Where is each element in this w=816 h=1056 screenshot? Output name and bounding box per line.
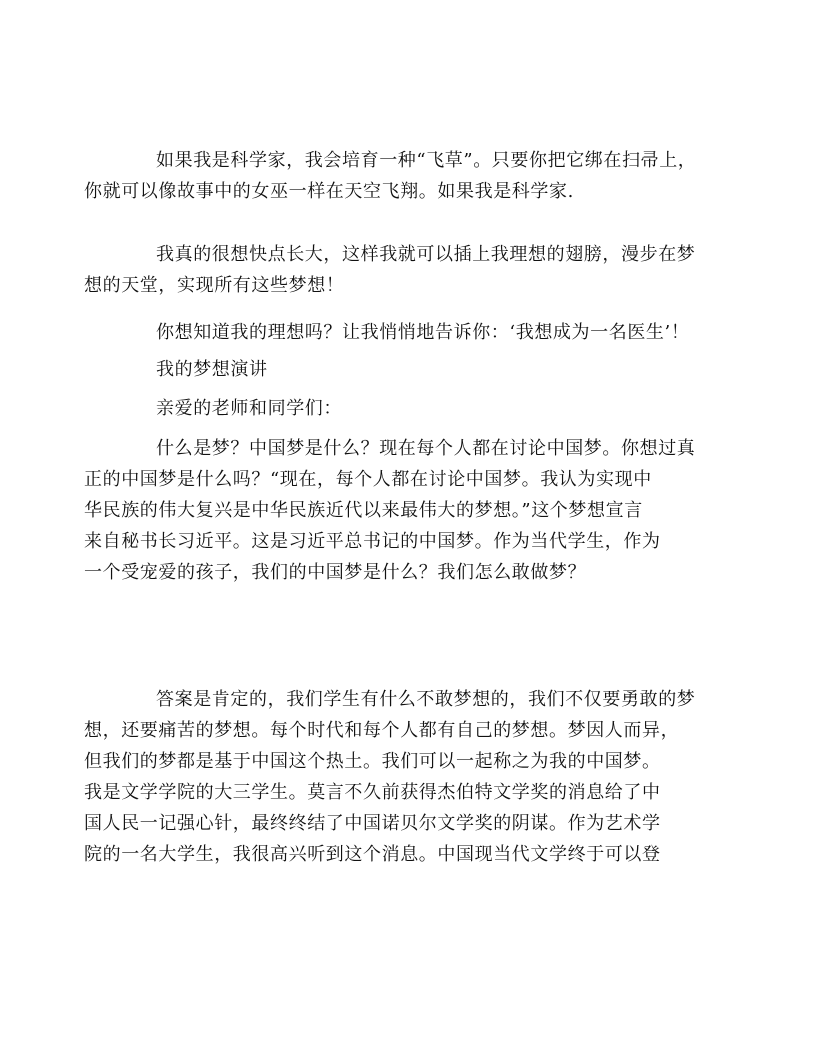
text-line: 我真的很想快点长大，这样我就可以插上我理想的翅膀，漫步在梦 xyxy=(156,244,696,265)
text-line: 你就可以像故事中的女巫一样在天空飞翔。如果我是科学家. xyxy=(84,181,574,202)
text-line: 但我们的梦都是基于中国这个热土。我们可以一起称之为我的中国梦。 xyxy=(84,751,661,772)
text-line: 一个受宠爱的孩子，我们的中国梦是什么？我们怎么敢做梦？ xyxy=(84,562,587,583)
text-line: 来自秘书长习近平。这是习近平总书记的中国梦。作为当代学生，作为 xyxy=(84,531,661,552)
paragraph-grow-up xyxy=(84,239,696,301)
text-line: 院的一名大学生，我很高兴听到这个消息。中国现当代文学终于可以登 xyxy=(84,844,661,865)
text-line: 正的中国梦是什么吗？“现在，每个人都在讨论中国梦。我认为实现中 xyxy=(84,469,652,490)
text-line: 华民族的伟大复兴是中华民族近代以来最伟大的梦想。”这个梦想宣言 xyxy=(84,500,643,521)
text-line: 答案是肯定的，我们学生有什么不敢梦想的，我们不仅要勇敢的梦 xyxy=(156,689,696,710)
text-line: 你想知道我的理想吗？让我悄悄地告诉你：‘我想成为一名医生’！ xyxy=(156,322,690,343)
text-line: 亲爱的老师和同学们： xyxy=(156,398,342,419)
text-line: 什么是梦？中国梦是什么？现在每个人都在讨论中国梦。你想过真 xyxy=(156,438,696,459)
text-line: 想的天堂，实现所有这些梦想！ xyxy=(84,275,345,296)
paragraph-answer xyxy=(84,684,696,870)
text-line: 想，还要痛苦的梦想。每个时代和每个人都有自己的梦想。梦因人而异， xyxy=(84,720,680,741)
salutation xyxy=(120,393,696,424)
text-line: 我的梦想演讲 xyxy=(156,359,268,380)
text-line: 如果我是科学家，我会培育一种“飞草”。只要你把它绑在扫帚上， xyxy=(156,150,697,171)
paragraph-doctor xyxy=(120,317,696,348)
speech-title xyxy=(120,354,696,385)
text-line: 我是文学学院的大三学生。莫言不久前获得杰伯特文学奖的消息给了中 xyxy=(84,782,661,803)
text-line: 国人民一记强心针，最终终结了中国诺贝尔文学奖的阴谋。作为艺术学 xyxy=(84,813,661,834)
paragraph-china-dream xyxy=(84,433,696,588)
paragraph-scientist xyxy=(84,145,697,207)
